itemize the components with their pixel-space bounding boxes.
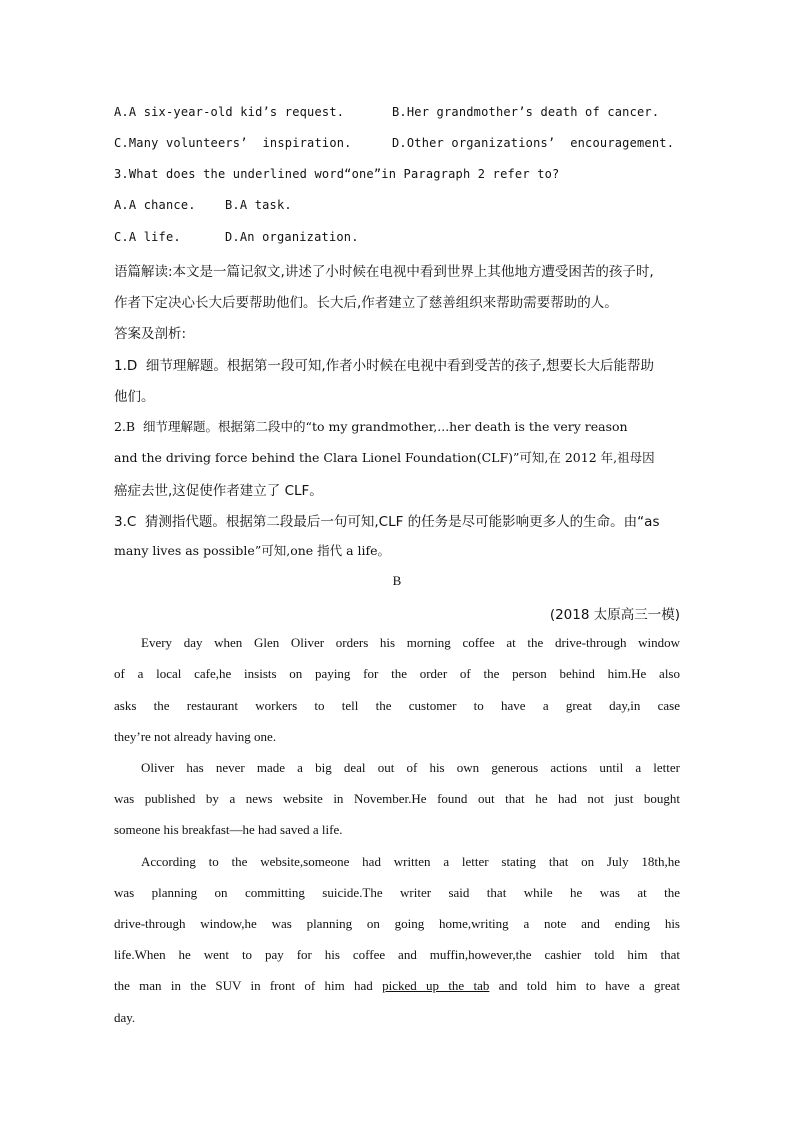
- passage-p3-line-5: [114, 978, 680, 994]
- passage-p3-line-4: life.When he went to pay for his coffee and muffin,however,the cashier told him that: [114, 947, 680, 962]
- summary-line-1: 语篇解读:本文是一篇记叙文,讲述了小时候在电视中看到世界上其他地方遭受困苦的孩子时,: [114, 264, 654, 280]
- passage-p3-line-2: was planning on committing suicide.The writer said that while he was at the: [114, 885, 680, 900]
- passage-p1-line-3: asks the restaurant workers to tell the customer to have a great day,in case: [114, 698, 680, 713]
- answers-heading: 答案及剖析:: [114, 326, 187, 342]
- answer-3-line-2: many lives as possible”可知,one 指代 a life。: [114, 543, 391, 558]
- q3-option-a: A.A chance.: [114, 198, 196, 212]
- q3-option-d: D.An organization.: [225, 230, 359, 244]
- q2-option-d: D.Other organizations’ encouragement.: [392, 136, 675, 150]
- section-source: (2018 太原高三一模): [549, 607, 680, 623]
- q2-option-b: B.Her grandmother’s death of cancer.: [392, 105, 660, 119]
- q3-option-c: C.A life.: [114, 230, 181, 244]
- passage-p1-line-1: Every day when Glen Oliver orders his morning coffee at the drive-through window: [141, 635, 680, 650]
- q3-option-b: B.A task.: [225, 198, 292, 212]
- section-letter: B: [392, 573, 402, 588]
- passage-p3-text-after: and told him to have a great: [489, 978, 680, 993]
- passage-p1-line-4: they’re not already having one.: [114, 729, 277, 744]
- answer-1-line-1: 1.D 细节理解题。根据第一段可知,作者小时候在电视中看到受苦的孩子,想要长大后能帮助: [114, 358, 654, 374]
- q3-stem: 3.What does the underlined word“one”in Paragraph 2 refer to?: [114, 167, 560, 181]
- passage-p2-line-2: was published by a news website in November.He found out that he had not just bought: [114, 791, 680, 806]
- passage-p3-line-3: drive-through window,he was planning on going home,writing a note and ending his: [114, 916, 680, 931]
- q2-option-a: A.A six-year-old kid’s request.: [114, 105, 345, 119]
- passage-p3-line-1: According to the website,someone had written a letter stating that on July 18th,he: [141, 854, 680, 869]
- passage-p3-text-before: the man in the SUV in front of him had: [114, 978, 383, 993]
- passage-p2-line-3: someone his breakfast—he had saved a life.: [114, 822, 343, 837]
- answer-3-line-1: 3.C 猜测指代题。根据第二段最后一句可知,CLF 的任务是尽可能影响更多人的生命。由“as: [114, 514, 660, 530]
- underlined-phrase: picked up the tab: [382, 978, 490, 993]
- q2-option-c: C.Many volunteers’ inspiration.: [114, 136, 352, 150]
- summary-line-2: 作者下定决心长大后要帮助他们。长大后,作者建立了慈善组织来帮助需要帮助的人。: [114, 295, 618, 311]
- passage-p3-line-6: day.: [114, 1010, 136, 1025]
- passage-p2-line-1: Oliver has never made a big deal out of his own generous actions until a letter: [141, 760, 680, 775]
- passage-p1-line-2: of a local cafe,he insists on paying for the order of the person behind him.He also: [114, 666, 680, 681]
- answer-1-line-2: 他们。: [114, 389, 155, 405]
- answer-2-line-1: 2.B 细节理解题。根据第二段中的“to my grandmother,...her death is the very reason: [114, 419, 628, 434]
- answer-2-line-2: and the driving force behind the Clara Lionel Foundation(CLF)”可知,在 2012 年,祖母因: [114, 450, 655, 465]
- answer-2-line-3: 癌症去世,这促使作者建立了 CLF。: [114, 483, 323, 499]
